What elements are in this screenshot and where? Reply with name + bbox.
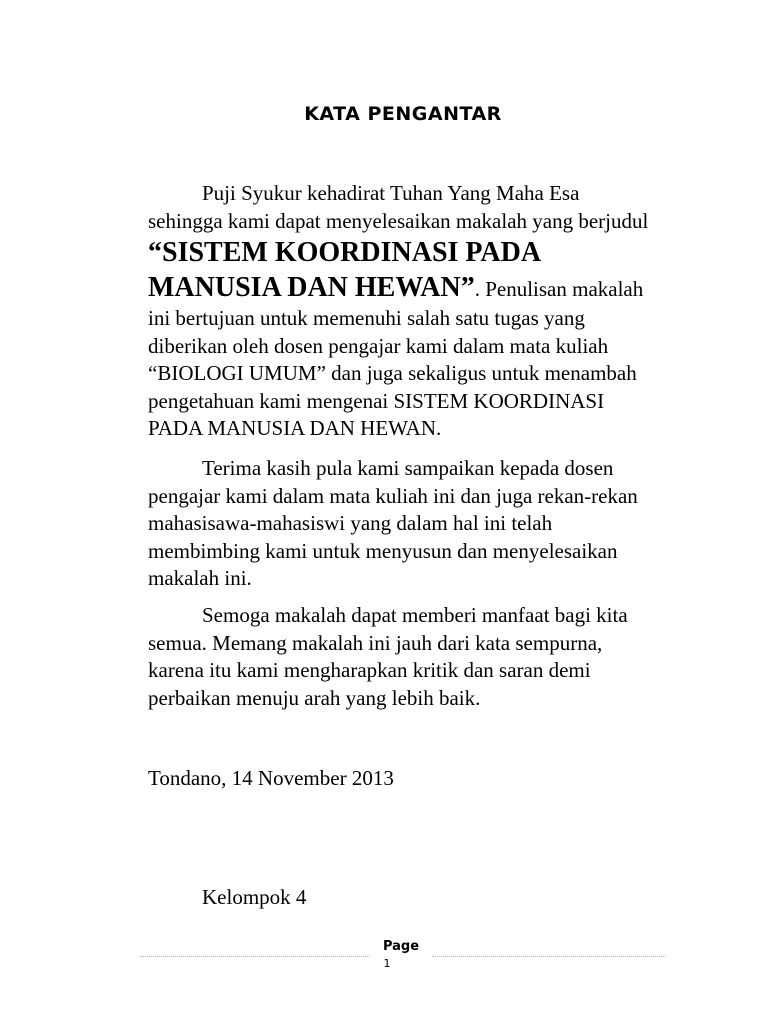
page-title: KATA PENGANTAR: [304, 103, 502, 125]
footer-page-label: Page: [382, 939, 420, 954]
signatory: Kelompok 4: [202, 885, 307, 909]
footer-rule-right: [432, 956, 666, 957]
report-title: “SISTEM KOORDINASI PADA MANUSIA DAN HEWAN”: [148, 237, 540, 303]
closing-text: Semoga makalah dapat memberi manfaat bagi kita semua. Memang makalah ini jauh dari kata sempurna, karena itu kami mengharapkan kritik dan saran demi perbaikan menuju arah yang lebih baik.: [148, 603, 628, 710]
thanks-text: Terima kasih pula kami sampaikan kepada dosen pengajar kami dalam mata kuliah ini dan juga rekan-rekan mahasisawa-mahasiswi yang dalam hal ini telah membimbing kami untuk menyusun dan menyelesaikan makalah ini.: [148, 456, 638, 590]
intro-text-continued: . Penulisan makalah ini bertujuan untuk memenuhi salah satu tugas yang diberikan oleh dosen pengajar kami dalam mata kuliah “BIOLOGI UMUM” dan juga sekaligus untuk menambah pengetahuan kami mengenai SISTEM KOORDINASI PADA MANUSIA DAN HEWAN.: [148, 277, 644, 440]
intro-text: Puji Syukur kehadirat Tuhan Yang Maha Esa sehingga kami dapat menyelesaikan makalah yang berjudul: [148, 181, 649, 233]
footer-page-number: 1: [383, 957, 391, 970]
paragraph-intro: [148, 180, 658, 443]
paragraph-closing: [148, 602, 658, 712]
place-date: Tondano, 14 November 2013: [148, 766, 394, 790]
paragraph-thanks: [148, 455, 658, 593]
footer-rule-left: [140, 956, 370, 957]
